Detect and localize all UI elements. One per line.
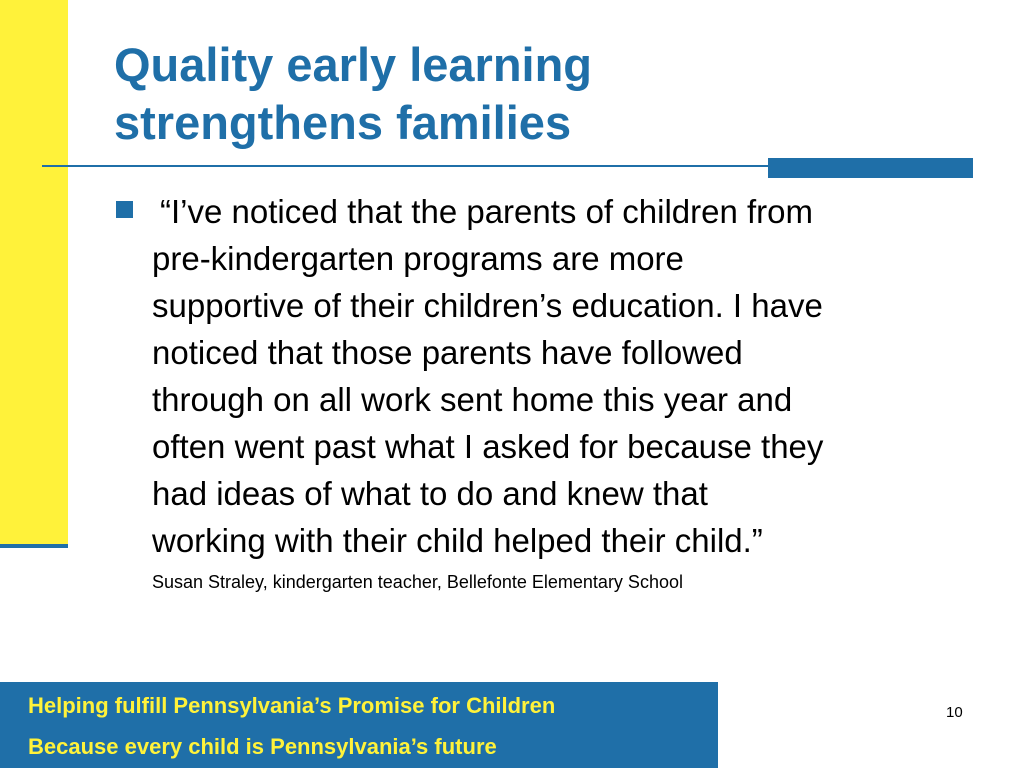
title-underline-rule <box>42 165 782 167</box>
quote-line: had ideas of what to do and knew that <box>152 475 708 512</box>
teacher-quote <box>152 188 1002 564</box>
quote-line: supportive of their children’s education. I have <box>152 287 823 324</box>
quote-line: working with their child helped their child.” <box>152 522 763 559</box>
quote-attribution: Susan Straley, kindergarten teacher, Bellefonte Elementary School <box>152 572 683 592</box>
quote-line: often went past what I asked for because they <box>152 428 824 465</box>
footer-tagline-1: Helping fulfill Pennsylvania’s Promise for Children <box>28 693 556 718</box>
title-line-1: Quality early learning <box>114 38 593 91</box>
title-accent-block <box>768 158 973 178</box>
square-bullet-icon <box>116 201 133 218</box>
left-blue-rule <box>0 544 68 548</box>
page-number: 10 <box>946 704 963 721</box>
quote-line: through on all work sent home this year and <box>152 381 793 418</box>
quote-line: pre-kindergarten programs are more <box>152 240 684 277</box>
slide-title <box>114 36 994 152</box>
title-line-2: strengthens families <box>114 96 572 149</box>
quote-line: noticed that those parents have followed <box>152 334 743 371</box>
quote-line: “I’ve noticed that the parents of children from <box>160 193 814 230</box>
left-yellow-bar <box>0 0 68 545</box>
footer-tagline-2: Because every child is Pennsylvania’s future <box>28 734 497 759</box>
